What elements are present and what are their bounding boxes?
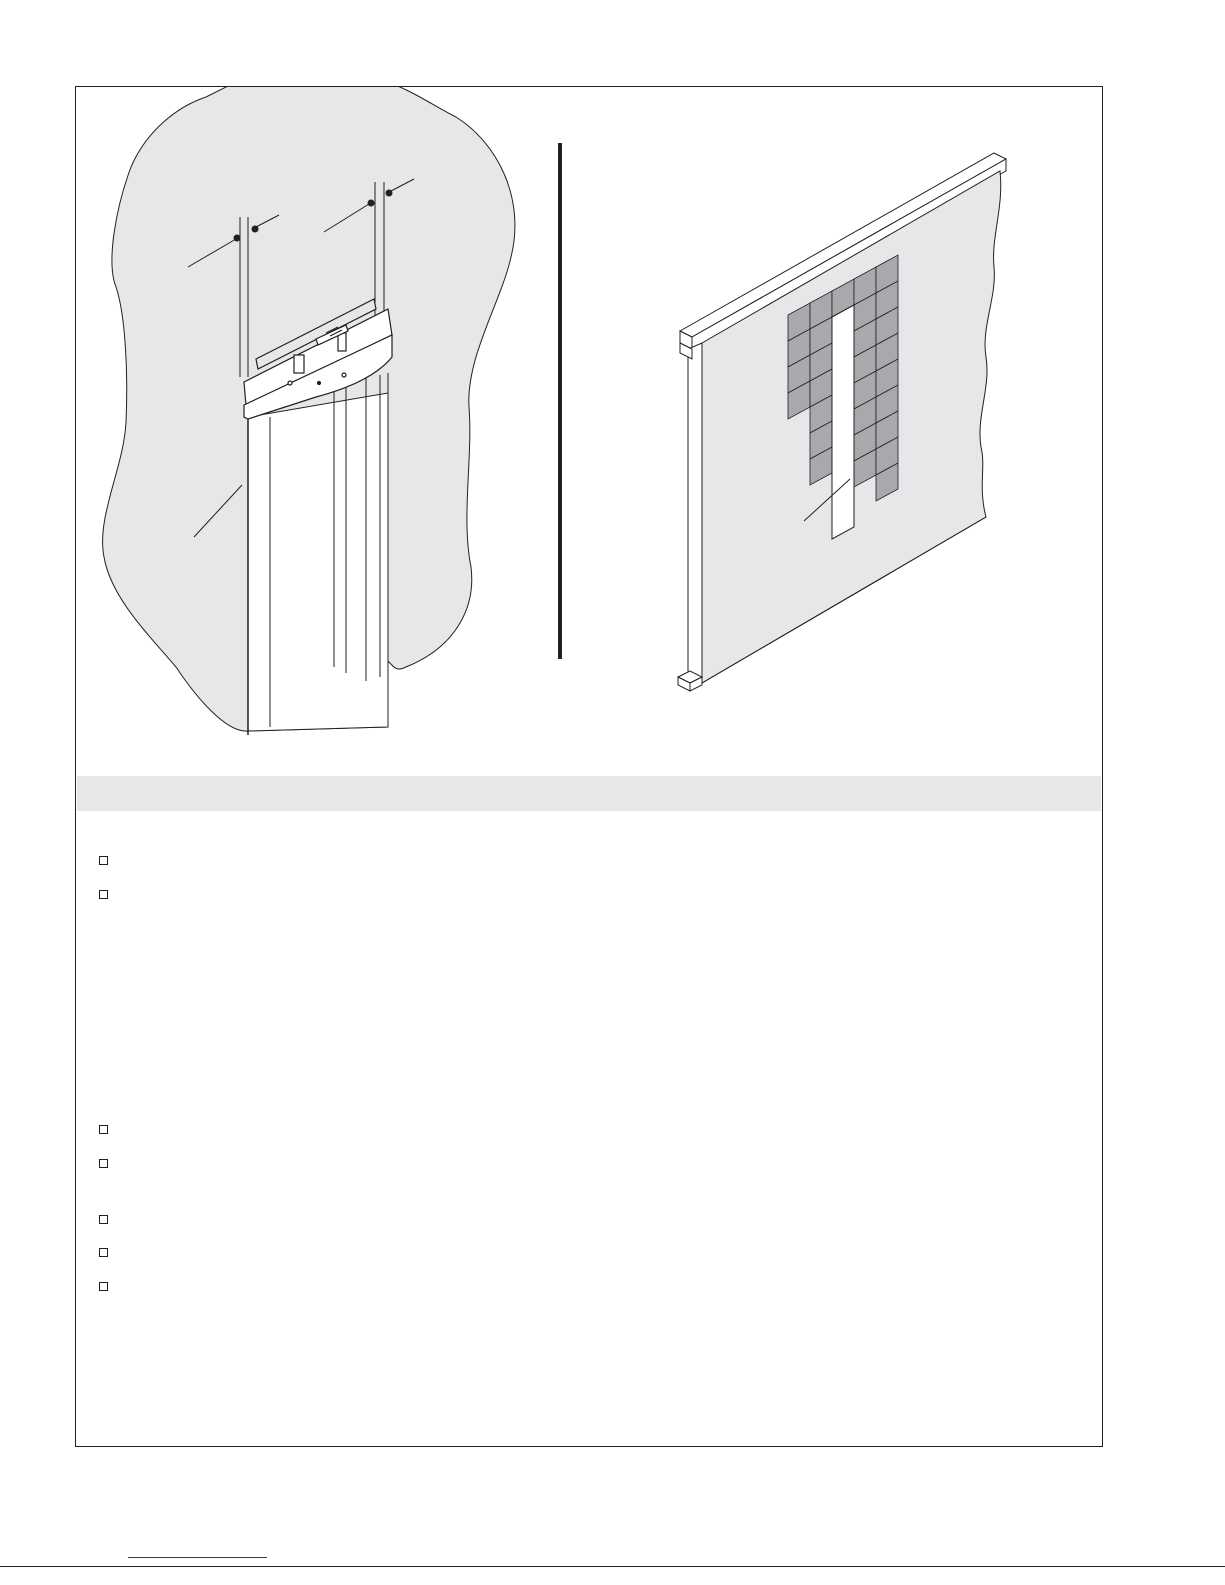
checklist-item xyxy=(99,1159,120,1168)
checkbox-icon[interactable] xyxy=(99,1215,108,1224)
checkbox-icon[interactable] xyxy=(99,856,108,865)
checklist-item xyxy=(99,1282,120,1291)
footer-rule xyxy=(0,1566,1225,1567)
page-frame xyxy=(75,86,1103,1447)
checkbox-icon[interactable] xyxy=(99,1248,108,1257)
checkbox-icon[interactable] xyxy=(99,890,108,899)
checklist-item xyxy=(99,1125,120,1134)
checklist-item xyxy=(99,856,120,865)
checklist-item xyxy=(99,1215,120,1224)
checklist-item xyxy=(99,890,120,899)
checkbox-icon[interactable] xyxy=(99,1159,108,1168)
checkbox-icon[interactable] xyxy=(99,1282,108,1291)
checklist xyxy=(76,87,1102,1446)
footer-link[interactable] xyxy=(128,1556,267,1558)
checkbox-icon[interactable] xyxy=(99,1125,108,1134)
checklist-item xyxy=(99,1248,120,1257)
